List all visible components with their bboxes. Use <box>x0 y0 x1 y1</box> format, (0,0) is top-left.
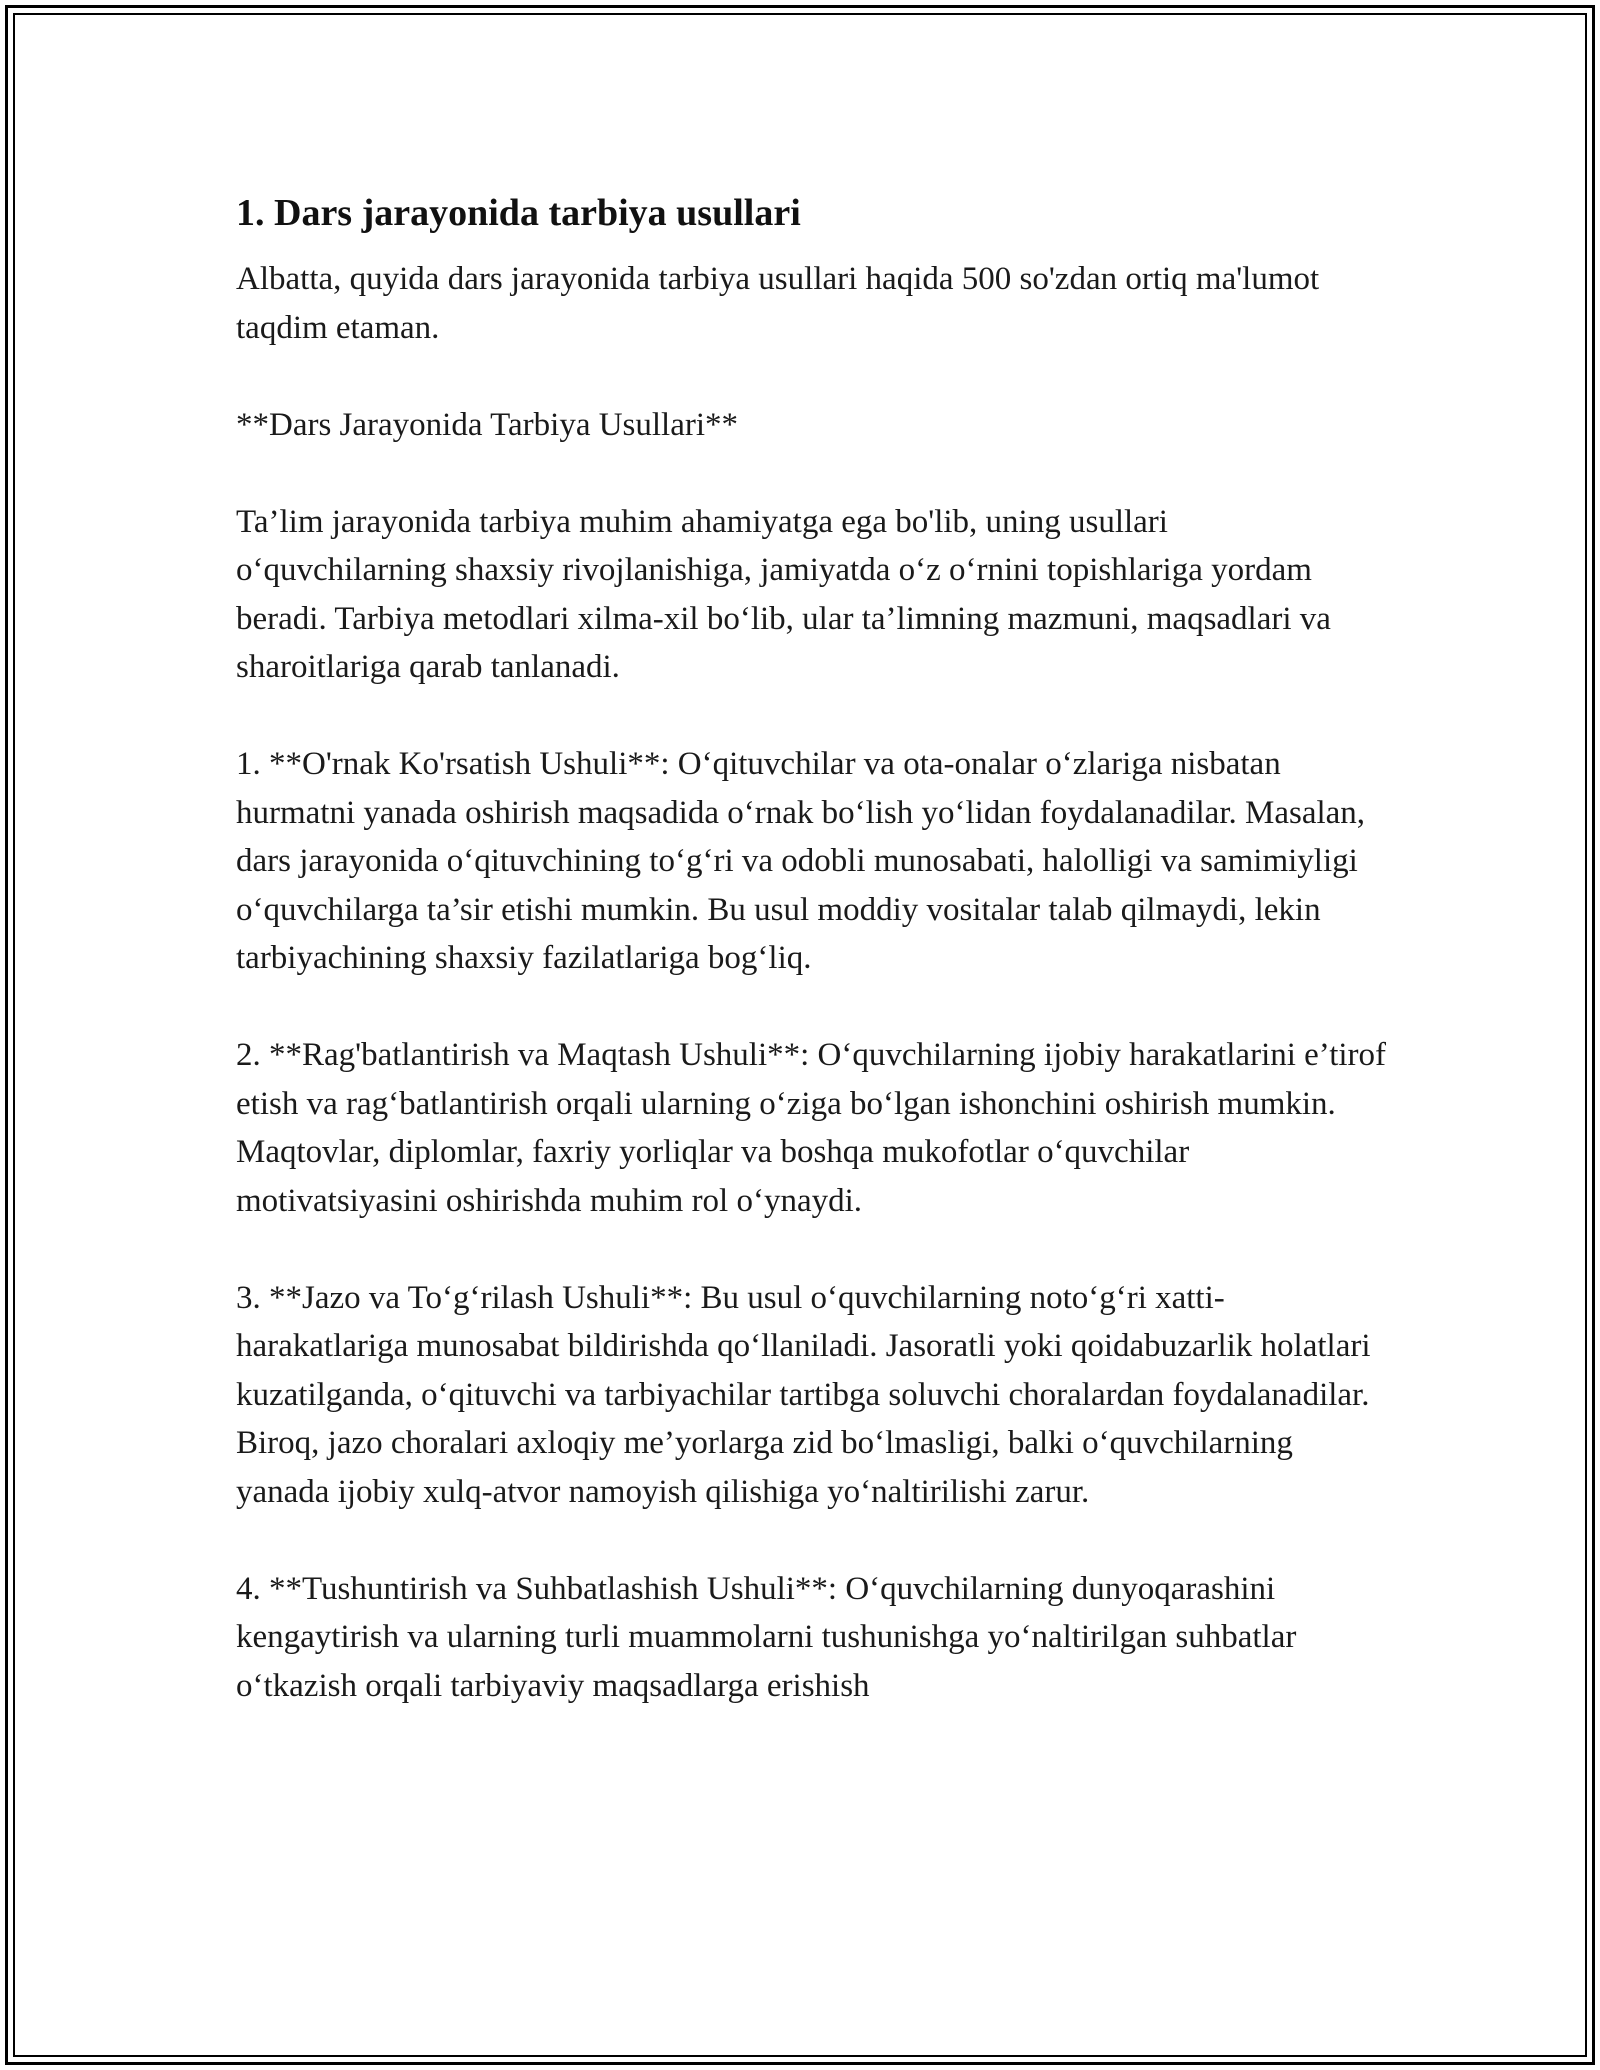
method-1-paragraph: 1. **O'rnak Ko'rsatish Ushuli**: O‘qituvchilar va ota-onalar o‘zlariga nisbatan hurmatni yanada oshirish maqsadida o‘rnak bo‘lish yo‘lidan foydalanadilar. Masalan, dars jarayonida o‘qituvchining to‘g‘ri va odobli munosabati, halolligi va samimiyligi o‘quvchilarga ta’sir etishi mumkin. Bu usul moddiy vositalar talab qilmaydi, lekin tarbiyachining shaxsiy fazilatlariga bog‘liq. <box>236 746 1366 976</box>
document-body <box>236 183 1386 1759</box>
method-4-paragraph: 4. **Tushuntirish va Suhbatlashish Ushuli**: O‘quvchilarning dunyoqarashini kengaytirish va ularning turli muammolarni tushunishga yo‘naltirilgan suhbatlar o‘tkazish orqali tarbiyaviy maqsadlarga erishish <box>236 1570 1297 1704</box>
method-2-paragraph: 2. **Rag'batlantirish va Maqtash Ushuli**: O‘quvchilarning ijobiy harakatlarini e’tirof etish va rag‘batlantirish orqali ularning o‘ziga bo‘lgan ishonchini oshirish mumkin. Maqtovlar, diplomlar, faxriy yorliqlar va boshqa mukofotlar o‘quvchilar motivatsiyasini oshirishda muhim rol o‘ynaydi. <box>236 1037 1387 1219</box>
intro-paragraph: Albatta, quyida dars jarayonida tarbiya usullari haqida 500 so'zdan ortiq ma'lumot taqdim etaman. <box>236 261 1320 346</box>
overview-paragraph: Ta’lim jarayonida tarbiya muhim ahamiyatga ega bo'lib, uning usullari o‘quvchilarning shaxsiy rivojlanishiga, jamiyatda o‘z o‘rnini topishlariga yordam beradi. Tarbiya metodlari xilma-xil bo‘lib, ular ta’limning mazmuni, maqsadlari va sharoitlariga qarab tanlanadi. <box>236 503 1331 685</box>
section-heading: 1. Dars jarayonida tarbiya usullari <box>236 192 801 234</box>
method-3-paragraph: 3. **Jazo va To‘g‘rilash Ushuli**: Bu usul o‘quvchilarning noto‘g‘ri xatti-harakatlariga munosabat bildirishda qo‘llaniladi. Jasoratli yoki qoidabuzarlik holatlari kuzatilganda, o‘qituvchi va tarbiyachilar tartibga soluvchi choralardan foydalanadilar. Biroq, jazo choralari axloqiy me’yorlarga zid bo‘lmasligi, balki o‘quvchilarning yanada ijobiy xulq-atvor namoyish qilishiga yo‘naltirilishi zarur. <box>236 1279 1371 1510</box>
title-paragraph: **Dars Jarayonida Tarbiya Usullari** <box>236 406 739 443</box>
